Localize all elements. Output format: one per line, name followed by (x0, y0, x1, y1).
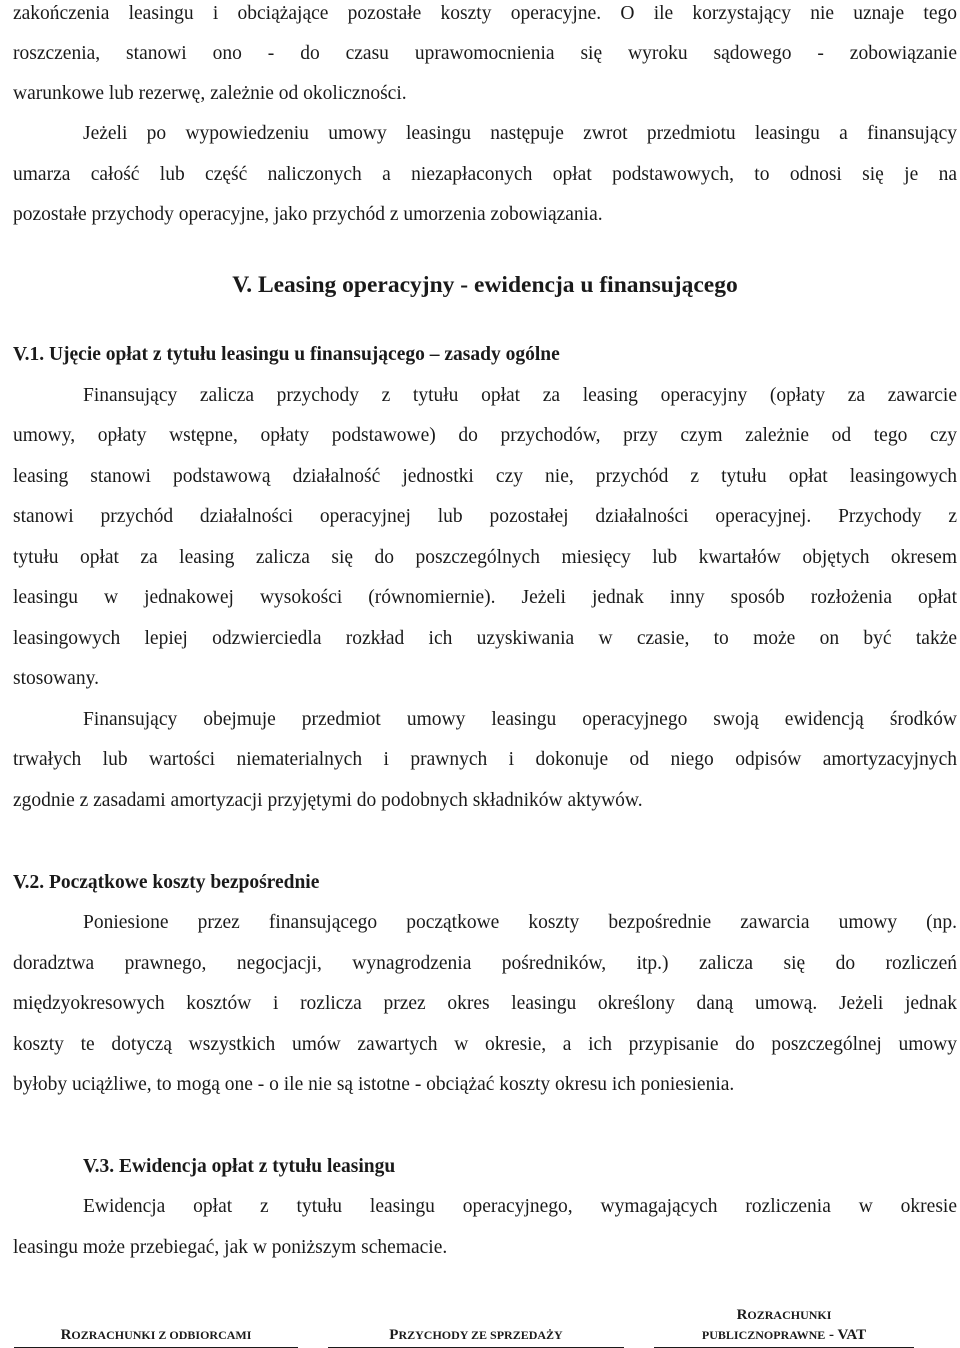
subsection-heading-v1: V.1. Ujęcie opłat z tytułu leasingu u finansującego – zasady ogólne (13, 344, 560, 365)
paragraph-line: koszty te dotyczą wszystkich umów zawartych w okresie, a ich przypisanie do poszczególnej umowy (13, 1034, 957, 1055)
paragraph-line: tytułu opłat za leasing zalicza się do poszczególnych miesięcy lub kwartałów objętych okresem (13, 547, 957, 568)
paragraph-line: stosowany. (13, 668, 99, 689)
paragraph-line: Ewidencja opłat z tytułu leasingu operacyjnego, wymagających rozliczenia w okresie (83, 1196, 957, 1217)
ledger-accounts-footer (0, 1290, 960, 1348)
paragraph-line: międzyokresowych kosztów i rozlicza przez okres leasingu określony daną umową. Jeżeli jednak (13, 993, 957, 1014)
paragraph-line: Jeżeli po wypowiedzeniu umowy leasingu następuje zwrot przedmiotu leasingu a finansujący (83, 123, 957, 144)
paragraph-line: umowy, opłaty wstępne, opłaty podstawowe) do przychodów, przy czym zależnie od tego czy (13, 425, 957, 446)
account-public-settlements-vat-label: ROZRACHUNKI PUBLICZNOPRAWNE - VAT (654, 1290, 914, 1348)
account-sales-revenue-label: PRZYCHODY ZE SPRZEDAŻY (328, 1290, 624, 1348)
subsection-heading-v2: V.2. Początkowe koszty bezpośrednie (13, 872, 320, 893)
subsection-heading-v3: V.3. Ewidencja opłat z tytułu leasingu (83, 1156, 396, 1177)
paragraph-line: zakończenia leasingu i obciążające pozostałe koszty operacyjne. O ile korzystający nie uznaje tego (13, 3, 957, 24)
paragraph-line: zgodnie z zasadami amortyzacji przyjętymi do podobnych składników aktywów. (13, 790, 643, 811)
paragraph-line: trwałych lub wartości niematerialnych i prawnych i dokonuje od niego odpisów amortyzacyjnych (13, 749, 957, 770)
paragraph-line: stanowi przychód działalności operacyjnej lub pozostałej działalności operacyjnej. Przychody z (13, 506, 957, 527)
paragraph-line: leasingowych lepiej odzwierciedla rozkład ich uzyskiwania w czasie, to może on być także (13, 628, 957, 649)
paragraph-line: byłoby uciążliwe, to mogą one - o ile nie są istotne - obciążać koszty okresu ich poniesienia. (13, 1074, 735, 1095)
paragraph-line: warunkowe lub rezerwę, zależnie od okoliczności. (13, 83, 407, 104)
paragraph-line: leasingu w jednakowej wysokości (równomiernie). Jeżeli jednak inny sposób rozłożenia opłat (13, 587, 957, 608)
paragraph-line: leasing stanowi podstawową działalność jednostki czy nie, przychód z tytułu opłat leasingowych (13, 466, 957, 487)
paragraph-line: Finansujący obejmuje przedmiot umowy leasingu operacyjnego swoją ewidencją środków (83, 709, 957, 730)
paragraph-line: pozostałe przychody operacyjne, jako przychód z umorzenia zobowiązania. (13, 204, 603, 225)
paragraph-line: roszczenia, stanowi ono - do czasu uprawomocnienia się wyroku sądowego - zobowiązanie (13, 43, 957, 64)
paragraph-line: Finansujący zalicza przychody z tytułu opłat za leasing operacyjny (opłaty za zawarcie (83, 385, 957, 406)
section-title: V. Leasing operacyjny - ewidencja u finansującego (232, 272, 738, 298)
paragraph-line: leasingu może przebiegać, jak w poniższym schemacie. (13, 1237, 448, 1258)
paragraph-line: umarza całość lub część naliczonych a niezapłaconych opłat podstawowych, to odnosi się je na (13, 164, 957, 185)
paragraph-line: Poniesione przez finansującego początkowe koszty bezpośrednie zawarcia umowy (np. (83, 912, 957, 933)
account-receivables-label: ROZRACHUNKI Z ODBIORCAMI (14, 1290, 298, 1348)
paragraph-line: doradztwa prawnego, negocjacji, wynagrodzenia pośredników, itp.) zalicza się do rozliczeń (13, 953, 957, 974)
